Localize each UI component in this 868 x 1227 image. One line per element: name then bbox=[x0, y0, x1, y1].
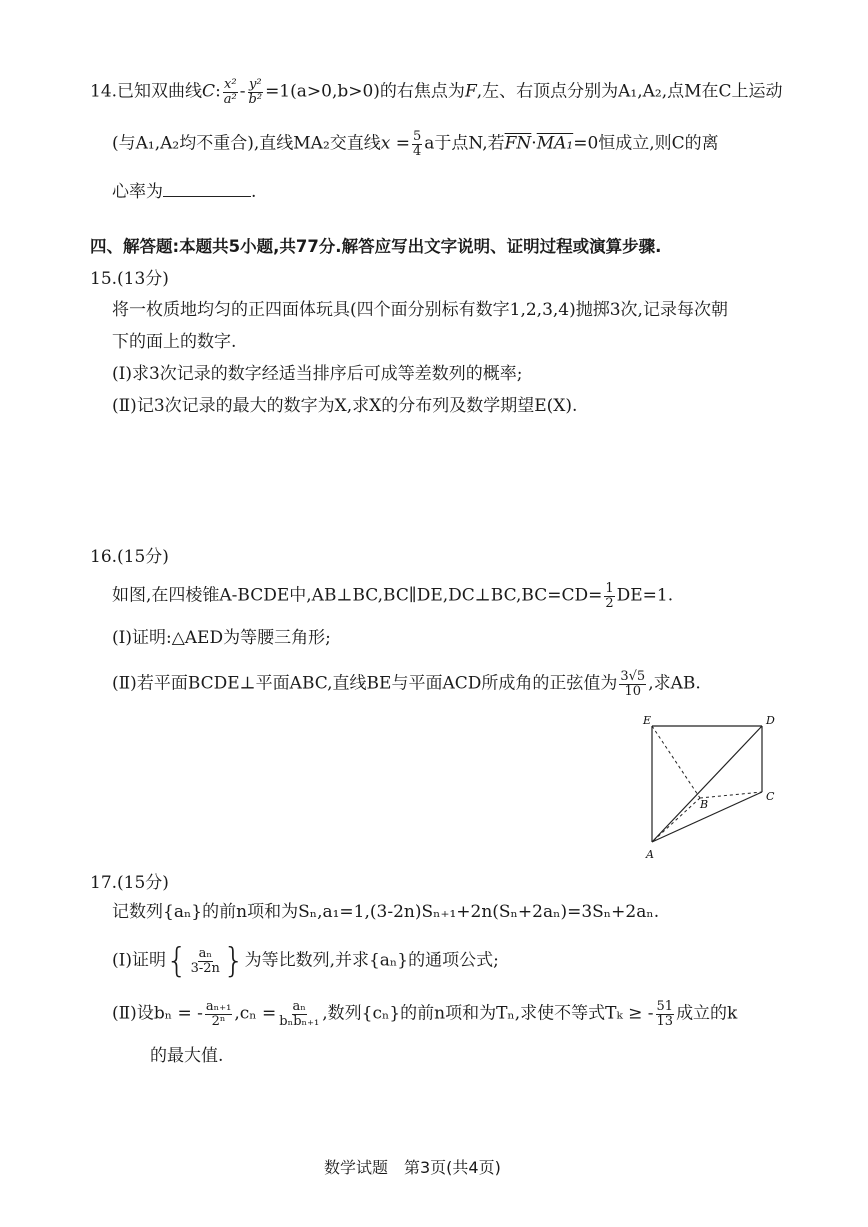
q17-frac-t: $\frac{51}{13}$ bbox=[656, 999, 674, 1029]
q16-frac-half: $\frac{1}{2}$ bbox=[605, 581, 614, 611]
q14-line2-mid: a于点N,若 bbox=[424, 133, 505, 154]
q17-p1: 记数列{aₙ}的前n项和为Sₙ,a₁=1,(3-2n)Sₙ₊₁+2n(Sₙ+2aₙ)=3Sₙ+2aₙ. bbox=[112, 902, 660, 922]
q15-p1: 将一枚质地均匀的正四面体玩具(四个面分别标有数字1,2,3,4)抛掷3次,记录每次朝 bbox=[112, 300, 728, 320]
label-D: D bbox=[766, 714, 775, 727]
q17-s1-pre: (Ⅰ)证明 bbox=[112, 950, 166, 971]
edge-BA bbox=[652, 798, 700, 842]
q17-set-brace: { $\frac{\text{aₙ}}{3-2n}$ } bbox=[165, 941, 245, 981]
q16-p1 bbox=[112, 582, 673, 610]
q16-s2 bbox=[112, 670, 701, 698]
q17-s1-post: 为等比数列,并求{aₙ}的通项公式; bbox=[244, 950, 499, 971]
q16-header: 16.(15分) bbox=[90, 547, 169, 567]
q14-line1: 14.已知双曲线C: $\frac{\text{x²}}{\text{a²}}$ - $\frac{\text{y²}}{\text{b²}}$ =1(a>0,b>0)的右焦点为F,左、右顶点分别为A₁,A₂,点M在C上运动 bbox=[90, 77, 783, 107]
q17-s2-pre: (Ⅱ)设bₙ = - bbox=[112, 1003, 203, 1024]
q15-header: 15.(13分) bbox=[90, 269, 169, 289]
q15-s2: (Ⅱ)记3次记录的最大的数字为X,求X的分布列及数学期望E(X). bbox=[112, 396, 578, 416]
q14-vec-fn: $\overline{FN}$ bbox=[504, 133, 532, 154]
page-footer: 数学试题 第3页(共4页) bbox=[324, 1158, 501, 1177]
q14-line2-post: =0恒成立,则C的离 bbox=[573, 133, 719, 154]
q17-s2-post: 成立的k bbox=[676, 1003, 738, 1024]
q16-s2-post: ,求AB. bbox=[648, 673, 701, 694]
q14-line1-pre: 已知双曲线 bbox=[117, 81, 203, 102]
section-4-heading: 四、解答题:本题共5小题,共77分.解答应写出文字说明、证明过程或演算步骤. bbox=[90, 237, 662, 256]
q17-frac-b: $\frac{\text{aₙ₊₁}}{\text{2ⁿ}}$ bbox=[205, 999, 232, 1029]
pyramid-figure bbox=[638, 712, 788, 862]
q14-frac-y: $\frac{\text{y²}}{\text{b²}}$ bbox=[248, 77, 263, 107]
q14-frac-x: $\frac{\text{x²}}{\text{a²}}$ bbox=[223, 77, 237, 107]
q14-line3-text: 心率为 bbox=[112, 182, 163, 202]
q16-s1: (Ⅰ)证明:△AED为等腰三角形; bbox=[112, 628, 331, 648]
label-C: C bbox=[766, 790, 775, 803]
q17-header: 17.(15分) bbox=[90, 873, 169, 893]
q15-p2: 下的面上的数字. bbox=[112, 332, 237, 352]
q16-p1-pre: 如图,在四棱锥A-BCDE中,AB⊥BC,BC∥DE,DC⊥BC,BC=CD= bbox=[112, 585, 603, 606]
q14-line2 bbox=[112, 130, 719, 158]
q14-curve: C bbox=[202, 81, 216, 102]
label-E: E bbox=[643, 714, 652, 727]
q17-frac-c: $\frac{\text{aₙ}}{\text{bₙbₙ₊₁}}$ bbox=[279, 999, 320, 1029]
q14-line1-post: ,左、右顶点分别为A₁,A₂,点M在C上运动 bbox=[476, 81, 783, 102]
q14-x-eq: x = bbox=[380, 133, 411, 154]
q14-line3 bbox=[112, 182, 256, 202]
edge-DA bbox=[652, 726, 762, 842]
edge-BC bbox=[700, 792, 762, 798]
q17-s1 bbox=[112, 941, 499, 981]
q14-frac-54: $\frac{5}{4}$ bbox=[413, 129, 422, 159]
q14-number: 14. bbox=[90, 81, 118, 102]
q14-vec-ma1: MA₁ bbox=[536, 133, 574, 154]
q17-s2-mid2: ,数列{cₙ}的前n项和为Tₙ,求使不等式Tₖ ≥ - bbox=[322, 1003, 654, 1024]
answer-blank bbox=[163, 182, 251, 197]
q14-dot: · bbox=[531, 133, 537, 154]
q17-s2-mid: ,cₙ = bbox=[234, 1003, 277, 1024]
q17-s2-line2: 的最大值. bbox=[150, 1046, 224, 1066]
q14-F: F bbox=[464, 81, 477, 102]
q17-s2 bbox=[112, 1000, 737, 1028]
q14-line3-end: . bbox=[251, 182, 257, 202]
q14-line2-pre: (与A₁,A₂均不重合),直线MA₂交直线 bbox=[112, 133, 381, 154]
q14-cond: =1(a>0,b>0)的右焦点为 bbox=[265, 81, 465, 102]
label-B: B bbox=[700, 798, 709, 811]
q15-s1: (Ⅰ)求3次记录的数字经适当排序后可成等差数列的概率; bbox=[112, 364, 523, 384]
edge-EB bbox=[652, 726, 700, 798]
q16-s2-pre: (Ⅱ)若平面BCDE⊥平面ABC,直线BE与平面ACD所成角的正弦值为 bbox=[112, 673, 618, 694]
q16-frac-sin: $\frac{3√5}{10}$ bbox=[620, 669, 646, 699]
q16-p1-post: DE=1. bbox=[616, 585, 674, 606]
label-A: A bbox=[646, 848, 654, 861]
